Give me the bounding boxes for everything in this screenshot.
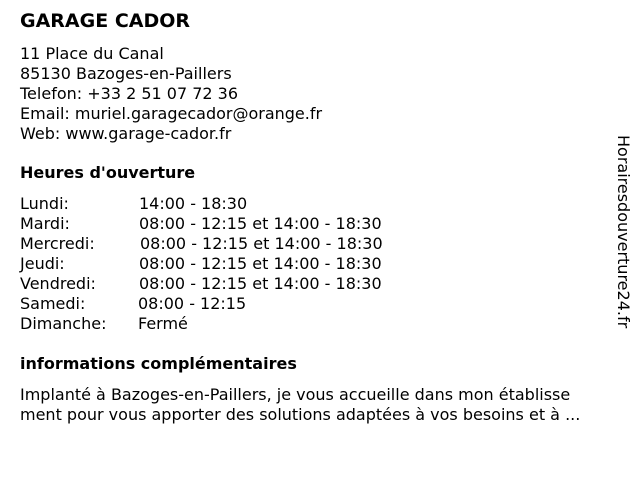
time-value: 14:00 - 18:30: [139, 194, 248, 213]
address-street: 11 Place du Canal: [20, 44, 164, 63]
day-label: Mercredi:: [20, 234, 95, 253]
contact-block: [20, 44, 322, 144]
address-city: 85130 Bazoges-en-Paillers: [20, 64, 232, 83]
description-text: [20, 385, 580, 425]
time-value: Fermé: [138, 314, 188, 333]
time-value: 08:00 - 12:15 et 14:00 - 18:30: [139, 214, 382, 233]
day-label: Samedi:: [20, 294, 86, 313]
day-label: Vendredi:: [20, 274, 96, 293]
time-value: 08:00 - 12:15 et 14:00 - 18:30: [139, 274, 382, 293]
day-label: Lundi:: [20, 194, 69, 213]
description-line: Implanté à Bazoges-en-Paillers, je vous accueille dans mon établisse: [20, 385, 571, 404]
day-label: Jeudi:: [20, 254, 65, 273]
site-watermark: Horairesdouverture24.fr: [614, 135, 633, 329]
time-value: 08:00 - 12:15 et 14:00 - 18:30: [139, 254, 382, 273]
business-name: GARAGE CADOR: [20, 10, 191, 32]
time-value: 08:00 - 12:15: [138, 294, 247, 313]
opening-hours-heading: Heures d'ouverture: [20, 163, 196, 182]
phone-number: Telefon: +33 2 51 07 72 36: [20, 84, 239, 103]
email-address: Email: muriel.garagecador@orange.fr: [20, 104, 323, 123]
day-label: Mardi:: [20, 214, 70, 233]
website-url: Web: www.garage-cador.fr: [20, 124, 232, 143]
description-line: ment pour vous apporter des solutions adaptées à vos besoins et à ...: [20, 405, 581, 424]
time-value: 08:00 - 12:15 et 14:00 - 18:30: [140, 234, 383, 253]
day-label: Dimanche:: [20, 314, 107, 333]
additional-info-heading: informations complémentaires: [20, 354, 297, 373]
